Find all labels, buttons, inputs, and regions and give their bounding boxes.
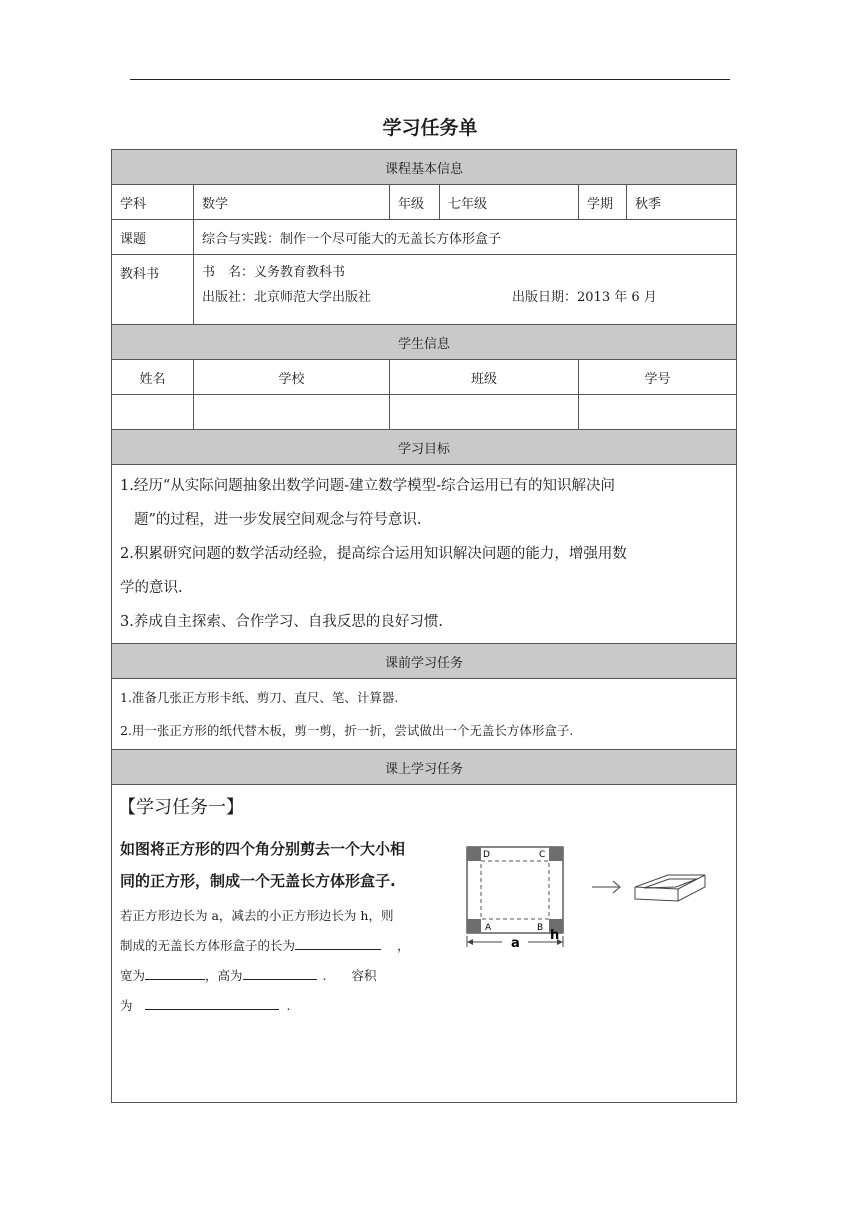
class-input[interactable] [390, 395, 579, 430]
publisher: 出版社：北京师范大学出版社 [202, 290, 372, 305]
pre-task-item: 2.用一张正方形的纸代替木板，剪一剪，折一折，尝试做出一个无盖长方体形盒子. [120, 723, 574, 738]
square-sheet-diagram [467, 847, 563, 933]
grade-value: 七年级 [440, 185, 579, 220]
section-student-info: 学生信息 [112, 325, 737, 360]
task-one-title: 【学习任务一】 [118, 797, 244, 818]
width-blank[interactable] [145, 966, 205, 980]
label-h: h [550, 928, 560, 943]
class-header: 班级 [390, 360, 579, 395]
name-header: 姓名 [112, 360, 194, 395]
topic-label: 课题 [112, 220, 194, 255]
task-one-cell [112, 785, 737, 1103]
header-rule [130, 79, 730, 80]
name-input[interactable] [112, 395, 194, 430]
pre-task-item: 1.准备几张正方形卡纸、剪刀、直尺、笔、计算器. [120, 690, 399, 705]
id-header: 学号 [579, 360, 737, 395]
textbook-label: 教科书 [112, 255, 194, 325]
corner-square [467, 847, 481, 861]
question-line [120, 991, 465, 1021]
question-text: ，高为 [205, 968, 243, 983]
right-arrow-icon [592, 881, 620, 893]
box-net-figure [462, 837, 717, 947]
pre-class-tasks [112, 679, 737, 750]
topic-value: 综合与实践：制作一个尽可能大的无盖长方体形盒子 [194, 220, 737, 255]
goal-line: 题”的过程，进一步发展空间观念与符号意识. [134, 512, 422, 528]
prompt-line: 同的正方形，制成一个无盖长方体形盒子. [120, 872, 396, 890]
question-line: 若正方形边长为 a，减去的小正方形边长为 h，则 [120, 908, 394, 923]
id-input[interactable] [579, 395, 737, 430]
goal-line: 2.积累研究问题的数学活动经验，提高综合运用知识解决问题的能力，增强用数 [120, 546, 627, 562]
question-text: 宽为 [120, 968, 146, 983]
publish-date: 出版日期：2013 年 6 月 [512, 290, 657, 305]
section-pre-class-tasks: 课前学习任务 [112, 644, 737, 679]
label-a: a [511, 936, 520, 947]
section-in-class-tasks: 课上学习任务 [112, 750, 737, 785]
term-label: 学期 [579, 185, 627, 220]
section-learning-goals: 学习目标 [112, 430, 737, 465]
question-text: 为 [120, 998, 133, 1013]
goal-line: 学的意识. [120, 580, 183, 596]
question-text: ， [397, 938, 410, 953]
corner-square [467, 919, 481, 933]
corner-label-a: A [485, 923, 492, 933]
term-value: 秋季 [627, 185, 737, 220]
question-text: . [286, 998, 291, 1013]
task-sheet-table [111, 149, 737, 1103]
section-course-info: 课程基本信息 [112, 150, 737, 185]
publisher-row [202, 283, 728, 313]
question-text: . 容积 [322, 968, 377, 983]
length-blank[interactable] [295, 936, 381, 950]
prompt-line: 如图将正方形的四个角分别剪去一个大小相 [120, 840, 406, 858]
open-box-drawing [635, 875, 705, 901]
school-header: 学校 [194, 360, 390, 395]
goal-line: 1.经历“从实际问题抽象出数学问题-建立数学模型-综合运用已有的知识解决问 [120, 478, 616, 494]
question-line [120, 931, 465, 961]
page-title: 学习任务单 [382, 117, 478, 139]
corner-square [549, 847, 563, 861]
corner-label-d: D [483, 850, 490, 860]
subject-value: 数学 [194, 185, 390, 220]
learning-goals [112, 465, 737, 644]
volume-blank[interactable] [145, 996, 279, 1010]
goal-line: 3.养成自主探索、合作学习、自我反思的良好习惯. [120, 614, 443, 630]
textbook-info [194, 255, 737, 325]
book-name: 书 名：义务教育教科书 [202, 265, 346, 280]
grade-label: 年级 [390, 185, 440, 220]
dimension-marks [462, 928, 707, 947]
corner-label-b: B [537, 923, 544, 933]
subject-label: 学科 [112, 185, 194, 220]
school-input[interactable] [194, 395, 390, 430]
task-one-prompt [120, 833, 465, 897]
task-one-question [120, 901, 465, 1021]
corner-label-c: C [539, 850, 546, 860]
question-text: 制成的无盖长方体形盒子的长为 [120, 938, 296, 953]
height-blank[interactable] [243, 966, 317, 980]
question-line [120, 961, 465, 991]
